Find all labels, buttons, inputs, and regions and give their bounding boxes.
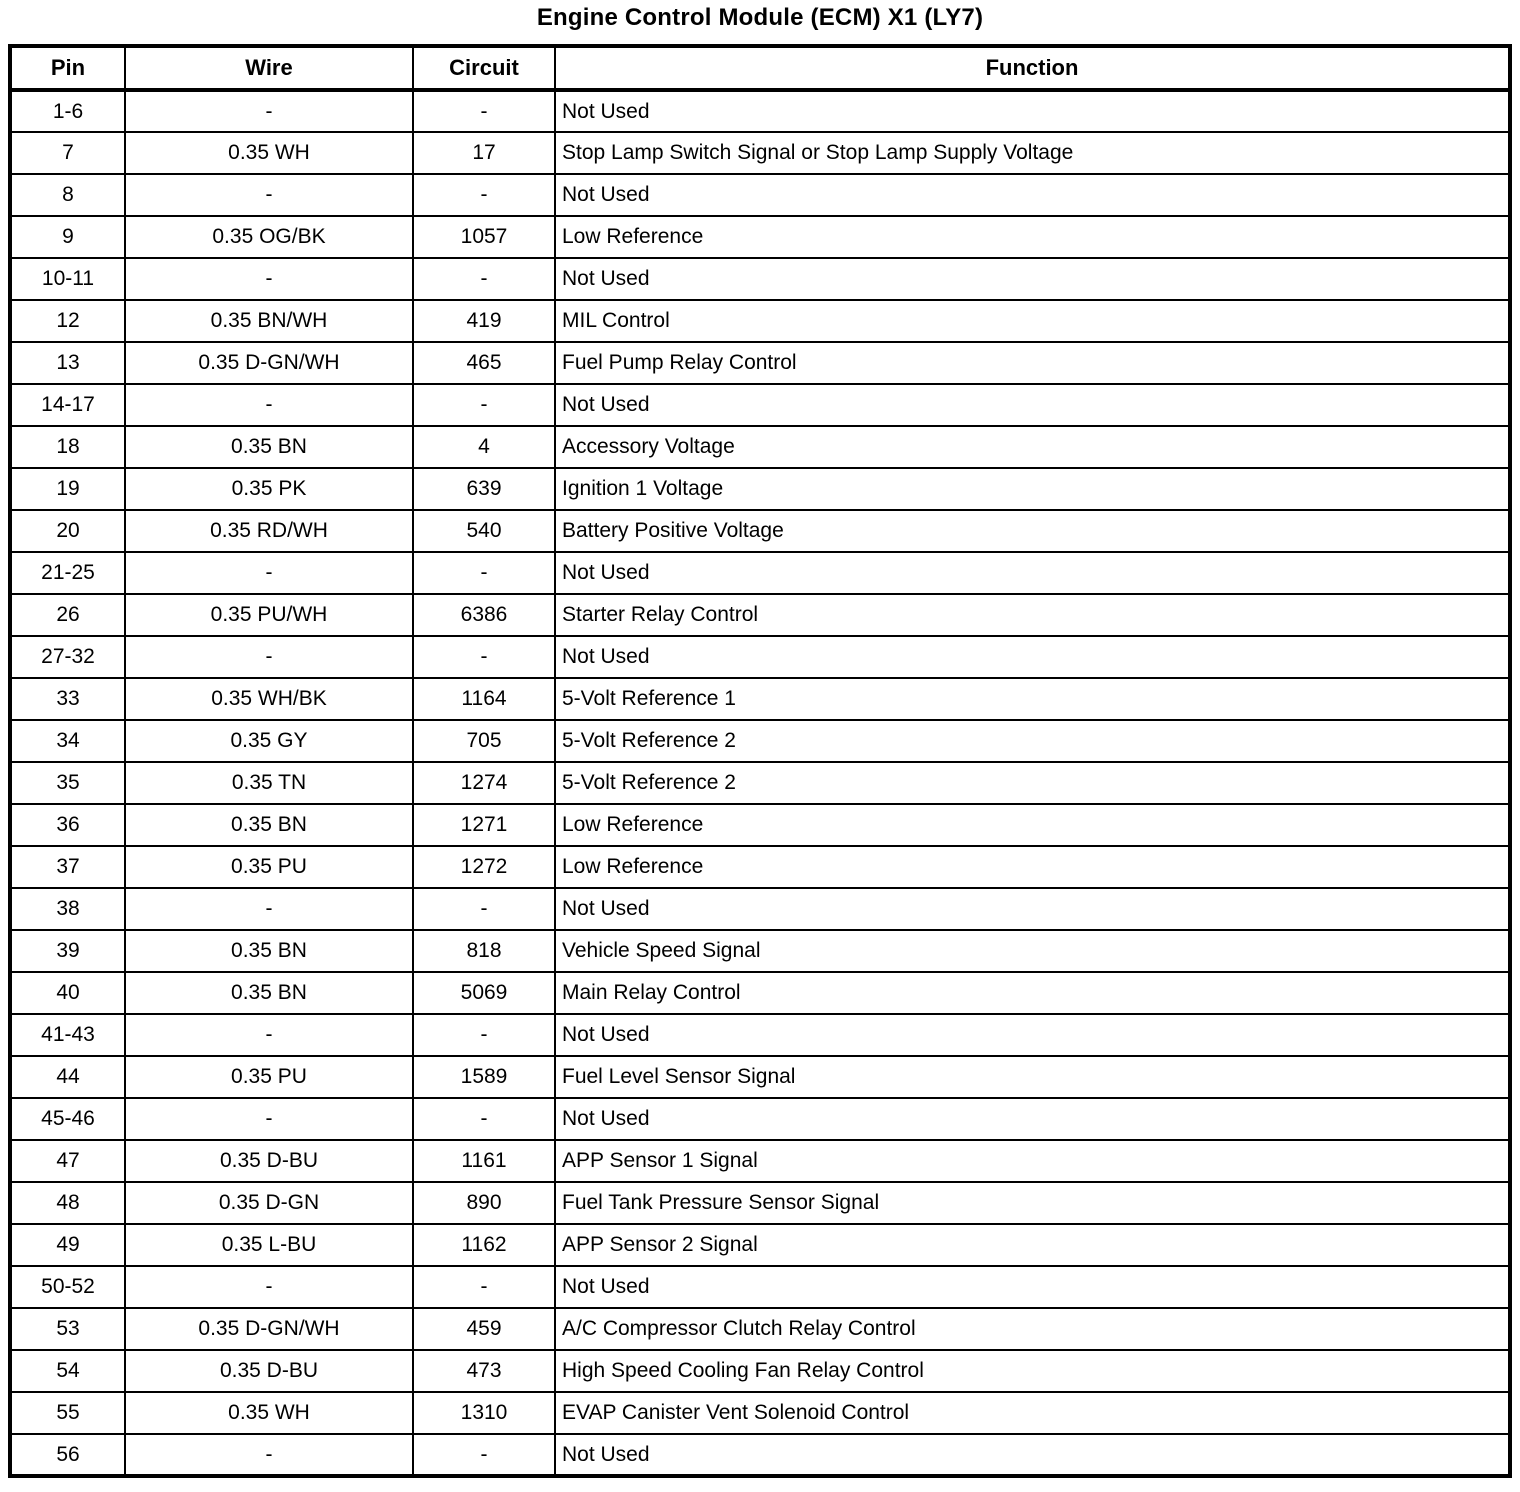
cell-pin: 40 [10, 972, 125, 1014]
table-row [10, 552, 1510, 594]
cell-circuit: 890 [413, 1182, 555, 1224]
cell-pin: 35 [10, 762, 125, 804]
ecm-pinout-table [8, 44, 1512, 1478]
cell-circuit: 17 [413, 132, 555, 174]
cell-pin: 19 [10, 468, 125, 510]
header-function: Function [555, 46, 1510, 90]
cell-circuit: 1162 [413, 1224, 555, 1266]
cell-wire: 0.35 BN [125, 972, 413, 1014]
table-row [10, 300, 1510, 342]
cell-circuit: - [413, 90, 555, 132]
table-row [10, 132, 1510, 174]
cell-function: Fuel Level Sensor Signal [555, 1056, 1510, 1098]
table-row [10, 804, 1510, 846]
cell-function: Battery Positive Voltage [555, 510, 1510, 552]
cell-function: Ignition 1 Voltage [555, 468, 1510, 510]
table-row [10, 888, 1510, 930]
cell-function: Not Used [555, 1014, 1510, 1056]
cell-wire: - [125, 1098, 413, 1140]
table-row [10, 930, 1510, 972]
cell-wire: - [125, 174, 413, 216]
header-wire: Wire [125, 46, 413, 90]
cell-function: APP Sensor 1 Signal [555, 1140, 1510, 1182]
cell-pin: 7 [10, 132, 125, 174]
table-row [10, 216, 1510, 258]
page-title: Engine Control Module (ECM) X1 (LY7) [536, 4, 984, 31]
cell-pin: 21-25 [10, 552, 125, 594]
cell-wire: 0.35 BN/WH [125, 300, 413, 342]
table-row [10, 342, 1510, 384]
cell-circuit: 5069 [413, 972, 555, 1014]
cell-circuit: 1164 [413, 678, 555, 720]
cell-pin: 55 [10, 1392, 125, 1434]
cell-function: MIL Control [555, 300, 1510, 342]
cell-circuit: 818 [413, 930, 555, 972]
cell-circuit: - [413, 174, 555, 216]
cell-pin: 18 [10, 426, 125, 468]
cell-wire: 0.35 D-GN/WH [125, 342, 413, 384]
cell-function: Low Reference [555, 846, 1510, 888]
cell-wire: 0.35 OG/BK [125, 216, 413, 258]
cell-pin: 41-43 [10, 1014, 125, 1056]
cell-function: Not Used [555, 552, 1510, 594]
table-row [10, 1224, 1510, 1266]
cell-circuit: 1057 [413, 216, 555, 258]
cell-circuit: 473 [413, 1350, 555, 1392]
cell-pin: 9 [10, 216, 125, 258]
cell-function: Fuel Pump Relay Control [555, 342, 1510, 384]
cell-function: EVAP Canister Vent Solenoid Control [555, 1392, 1510, 1434]
cell-wire: 0.35 BN [125, 804, 413, 846]
cell-circuit: 1589 [413, 1056, 555, 1098]
cell-pin: 1-6 [10, 90, 125, 132]
cell-function: Main Relay Control [555, 972, 1510, 1014]
cell-circuit: - [413, 636, 555, 678]
cell-wire: - [125, 552, 413, 594]
table-row [10, 678, 1510, 720]
table-row [10, 720, 1510, 762]
cell-circuit: - [413, 888, 555, 930]
cell-wire: - [125, 90, 413, 132]
cell-circuit: 540 [413, 510, 555, 552]
cell-circuit: 4 [413, 426, 555, 468]
cell-pin: 12 [10, 300, 125, 342]
cell-circuit: 465 [413, 342, 555, 384]
cell-pin: 45-46 [10, 1098, 125, 1140]
cell-function: Not Used [555, 174, 1510, 216]
cell-circuit: - [413, 552, 555, 594]
cell-wire: 0.35 WH [125, 132, 413, 174]
cell-wire: 0.35 PK [125, 468, 413, 510]
cell-pin: 47 [10, 1140, 125, 1182]
cell-wire: 0.35 RD/WH [125, 510, 413, 552]
cell-pin: 50-52 [10, 1266, 125, 1308]
cell-circuit: - [413, 258, 555, 300]
table-row [10, 1014, 1510, 1056]
table-row [10, 1056, 1510, 1098]
table-row [10, 174, 1510, 216]
cell-pin: 49 [10, 1224, 125, 1266]
cell-wire: 0.35 WH/BK [125, 678, 413, 720]
table-row [10, 384, 1510, 426]
cell-circuit: 705 [413, 720, 555, 762]
cell-wire: - [125, 888, 413, 930]
cell-function: 5-Volt Reference 2 [555, 720, 1510, 762]
cell-pin: 56 [10, 1434, 125, 1476]
cell-function: Low Reference [555, 804, 1510, 846]
cell-function: 5-Volt Reference 1 [555, 678, 1510, 720]
table-row [10, 1140, 1510, 1182]
cell-function: Not Used [555, 384, 1510, 426]
cell-circuit: 1310 [413, 1392, 555, 1434]
header-pin: Pin [10, 46, 125, 90]
cell-circuit: 419 [413, 300, 555, 342]
cell-wire: - [125, 258, 413, 300]
cell-pin: 37 [10, 846, 125, 888]
cell-wire: 0.35 D-BU [125, 1140, 413, 1182]
cell-function: Not Used [555, 1266, 1510, 1308]
cell-function: Vehicle Speed Signal [555, 930, 1510, 972]
cell-circuit: 1272 [413, 846, 555, 888]
cell-function: Stop Lamp Switch Signal or Stop Lamp Supply Voltage [555, 132, 1510, 174]
table-row [10, 510, 1510, 552]
cell-function: Not Used [555, 636, 1510, 678]
cell-function: Accessory Voltage [555, 426, 1510, 468]
cell-pin: 36 [10, 804, 125, 846]
cell-pin: 10-11 [10, 258, 125, 300]
cell-wire: 0.35 L-BU [125, 1224, 413, 1266]
cell-function: Not Used [555, 1098, 1510, 1140]
cell-circuit: - [413, 384, 555, 426]
cell-circuit: 1161 [413, 1140, 555, 1182]
cell-wire: 0.35 GY [125, 720, 413, 762]
cell-pin: 53 [10, 1308, 125, 1350]
cell-function: Fuel Tank Pressure Sensor Signal [555, 1182, 1510, 1224]
cell-pin: 34 [10, 720, 125, 762]
table-row [10, 258, 1510, 300]
cell-circuit: - [413, 1266, 555, 1308]
cell-function: Not Used [555, 888, 1510, 930]
cell-pin: 38 [10, 888, 125, 930]
cell-wire: 0.35 WH [125, 1392, 413, 1434]
cell-pin: 8 [10, 174, 125, 216]
cell-pin: 13 [10, 342, 125, 384]
cell-function: Starter Relay Control [555, 594, 1510, 636]
table-row [10, 1392, 1510, 1434]
cell-circuit: - [413, 1098, 555, 1140]
cell-wire: 0.35 BN [125, 930, 413, 972]
cell-wire: - [125, 636, 413, 678]
cell-circuit: 1271 [413, 804, 555, 846]
cell-function: A/C Compressor Clutch Relay Control [555, 1308, 1510, 1350]
cell-function: Not Used [555, 1434, 1510, 1476]
table-row [10, 762, 1510, 804]
cell-circuit: 639 [413, 468, 555, 510]
cell-function: Not Used [555, 258, 1510, 300]
cell-circuit: 1274 [413, 762, 555, 804]
table-row [10, 1308, 1510, 1350]
cell-wire: 0.35 BN [125, 426, 413, 468]
cell-function: Not Used [555, 90, 1510, 132]
cell-pin: 54 [10, 1350, 125, 1392]
cell-pin: 20 [10, 510, 125, 552]
cell-wire: 0.35 D-BU [125, 1350, 413, 1392]
table-row [10, 1350, 1510, 1392]
cell-pin: 39 [10, 930, 125, 972]
cell-wire: 0.35 PU [125, 846, 413, 888]
cell-wire: 0.35 D-GN [125, 1182, 413, 1224]
table-body [10, 90, 1510, 1476]
table-row [10, 1182, 1510, 1224]
table-row [10, 1266, 1510, 1308]
table-row [10, 1434, 1510, 1476]
cell-wire: - [125, 1434, 413, 1476]
cell-wire: 0.35 TN [125, 762, 413, 804]
table-row [10, 594, 1510, 636]
cell-function: High Speed Cooling Fan Relay Control [555, 1350, 1510, 1392]
cell-wire: - [125, 1014, 413, 1056]
cell-circuit: 6386 [413, 594, 555, 636]
table-row [10, 972, 1510, 1014]
cell-pin: 26 [10, 594, 125, 636]
header-circuit: Circuit [413, 46, 555, 90]
table-row [10, 468, 1510, 510]
cell-function: Low Reference [555, 216, 1510, 258]
cell-pin: 27-32 [10, 636, 125, 678]
cell-wire: - [125, 1266, 413, 1308]
table-row [10, 636, 1510, 678]
cell-pin: 48 [10, 1182, 125, 1224]
cell-circuit: - [413, 1434, 555, 1476]
cell-pin: 44 [10, 1056, 125, 1098]
cell-function: 5-Volt Reference 2 [555, 762, 1510, 804]
cell-pin: 14-17 [10, 384, 125, 426]
cell-wire: 0.35 PU [125, 1056, 413, 1098]
header-row [10, 46, 1510, 90]
cell-circuit: - [413, 1014, 555, 1056]
cell-wire: 0.35 PU/WH [125, 594, 413, 636]
table-row [10, 1098, 1510, 1140]
cell-circuit: 459 [413, 1308, 555, 1350]
cell-pin: 33 [10, 678, 125, 720]
cell-wire: 0.35 D-GN/WH [125, 1308, 413, 1350]
table-row [10, 426, 1510, 468]
cell-function: APP Sensor 2 Signal [555, 1224, 1510, 1266]
cell-wire: - [125, 384, 413, 426]
table-row [10, 90, 1510, 132]
table-row [10, 846, 1510, 888]
